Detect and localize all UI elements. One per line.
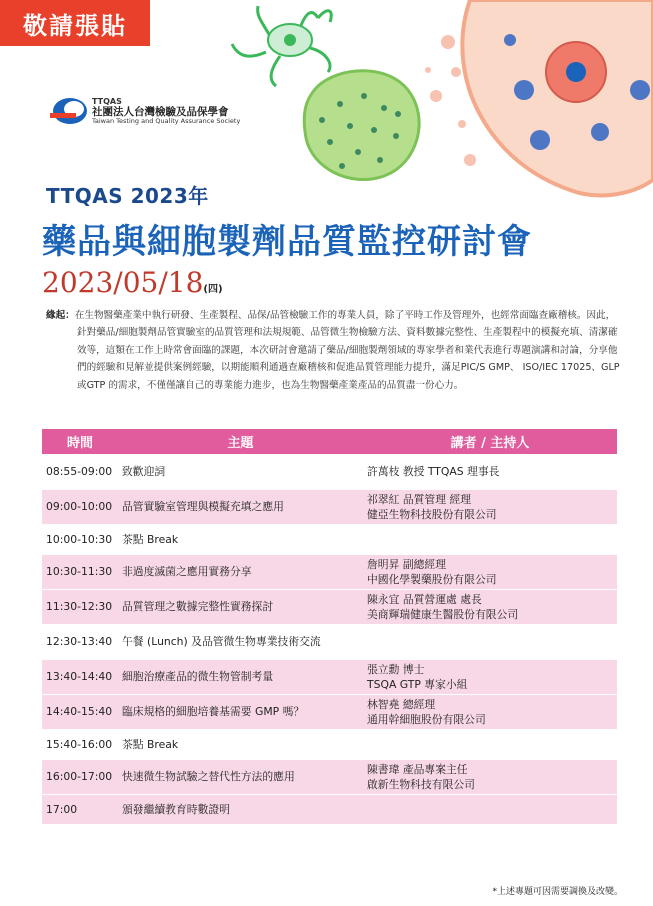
event-weekday: (四) (203, 284, 223, 295)
speaker-name: 陳永宜 品質營運處 處長 (367, 592, 482, 606)
row-time: 14:40-15:40 (42, 694, 118, 729)
speaker-block (367, 464, 617, 479)
row-topic: 頒發繼續教育時數證明 (118, 794, 363, 824)
large-cell-icon (462, 0, 653, 195)
org-abbreviation: TTQAS (92, 96, 122, 106)
speaker-name: 陳書瑋 產品專案主任 (367, 762, 468, 776)
row-topic: 臨床規格的細胞培養基需要 GMP 嗎？ (118, 694, 363, 729)
header-speaker: 講者 / 主持人 (363, 429, 617, 454)
speaker-block (367, 492, 617, 522)
table-row (42, 759, 617, 794)
speaker-affiliation: 美商輝瑞健康生醫股份有限公司 (367, 607, 519, 621)
table-row (42, 729, 617, 759)
row-speaker (363, 589, 617, 624)
row-speaker (363, 554, 617, 589)
row-topic: 非過度滅菌之應用實務分享 (118, 554, 363, 589)
table-row (42, 624, 617, 659)
speaker-block (367, 592, 617, 622)
row-time: 09:00-10:00 (42, 489, 118, 524)
table-row (42, 524, 617, 554)
org-logo-block (48, 96, 240, 126)
row-speaker (363, 489, 617, 524)
speaker-name: 許萬枝 教授 TTQAS 理事長 (367, 464, 500, 478)
row-time: 17:00 (42, 794, 118, 824)
schedule-table (42, 429, 617, 825)
speaker-affiliation: 啟新生物科技有限公司 (367, 777, 475, 791)
speaker-name: 祁翠紅 品質管理 經理 (367, 492, 472, 506)
ttqas-logo-icon (48, 96, 88, 126)
row-time: 13:40-14:40 (42, 659, 118, 694)
speaker-block (367, 662, 617, 692)
table-row (42, 794, 617, 824)
row-time: 16:00-17:00 (42, 759, 118, 794)
row-speaker (363, 659, 617, 694)
intro-label: 緣起： (46, 310, 75, 321)
row-speaker (363, 524, 617, 554)
table-row (42, 454, 617, 489)
schedule-header-row (42, 429, 617, 454)
row-speaker (363, 454, 617, 489)
schedule-body (42, 454, 617, 824)
table-row (42, 589, 617, 624)
page-title: 藥品與細胞製劑品質監控研討會 (42, 222, 532, 262)
post-notice-badge: 敬請張貼 (0, 0, 150, 46)
event-date (42, 266, 223, 299)
row-speaker (363, 759, 617, 794)
footnote: *上述專題可因需要調換及改變。 (492, 887, 623, 897)
event-date-value: 2023/05/18 (42, 266, 204, 299)
row-time: 10:00-10:30 (42, 524, 118, 554)
row-topic: 品質管理之數據完整性實務探討 (118, 589, 363, 624)
row-time: 12:30-13:40 (42, 624, 118, 659)
org-english-name: Taiwan Testing and Quality Assurance Society (92, 116, 241, 125)
row-time: 11:30-12:30 (42, 589, 118, 624)
table-row (42, 694, 617, 729)
row-speaker (363, 624, 617, 659)
speaker-block (367, 762, 617, 792)
green-spore-icon (304, 71, 419, 180)
speaker-name: 林智堯 總經理 (367, 697, 436, 711)
row-speaker (363, 694, 617, 729)
row-speaker (363, 794, 617, 824)
table-row (42, 554, 617, 589)
speaker-affiliation: 健亞生物科技股份有限公司 (367, 507, 497, 521)
speaker-affiliation: TSQA GTP 專家小組 (367, 677, 468, 691)
row-topic: 細胞治療產品的微生物管制考量 (118, 659, 363, 694)
table-row (42, 489, 617, 524)
row-time: 10:30-11:30 (42, 554, 118, 589)
row-topic: 茶點 Break (118, 524, 363, 554)
speaker-name: 詹明昇 副總經理 (367, 557, 447, 571)
speaker-name: 張立勳 博士 (367, 662, 425, 676)
speaker-block (367, 697, 617, 727)
intro-paragraph (46, 307, 622, 394)
org-name: 社團法人台灣檢驗及品保學會 (92, 105, 229, 118)
row-topic: 快速微生物試驗之替代性方法的應用 (118, 759, 363, 794)
intro-text: 在生物醫藥產業中執行研發、生產製程、品保/品管檢驗工作的專業人員，除了平時工作及管理外，也經常面臨查廠稽核。因此，針對藥品/細胞製劑品管實驗室的品質管理和法規規範、品管微生物檢驗方法、資料數據完整性、生產製程中的模擬充填、清潔確效等，這類在工作上時常會面臨的課題，本次研討會邀請了藥品/細胞製劑領域的專家學者和業代表進行專題演講和討論，分享他們的經驗和見解並提供案例經驗，以期能順利通過查廠稽核和促進品質管理能力提升，滿足PIC/S GMP、 ISO/IEC 17025、GLP或GTP 的需求，不僅僅讓自己的專業能力進步，也為生物醫藥產業產品的品質盡一份心力。 (74, 310, 620, 391)
row-topic: 致歡迎詞 (118, 454, 363, 489)
row-time: 15:40-16:00 (42, 729, 118, 759)
row-speaker (363, 729, 617, 759)
speaker-affiliation: 通用幹細胞股份有限公司 (367, 712, 486, 726)
header-topic: 主題 (118, 429, 363, 454)
speaker-block (367, 557, 617, 587)
speaker-affiliation: 中國化學製藥股份有限公司 (367, 572, 497, 586)
row-topic: 午餐 (Lunch) 及品管微生物專業技術交流 (118, 624, 363, 659)
row-topic: 茶點 Break (118, 729, 363, 759)
row-topic: 品管實驗室管理與模擬充填之應用 (118, 489, 363, 524)
flagellate-cell-icon (232, 6, 331, 86)
row-time: 08:55-09:00 (42, 454, 118, 489)
event-subtitle: TTQAS 2023年 (46, 184, 209, 208)
table-row (42, 659, 617, 694)
header-time: 時間 (42, 429, 118, 454)
